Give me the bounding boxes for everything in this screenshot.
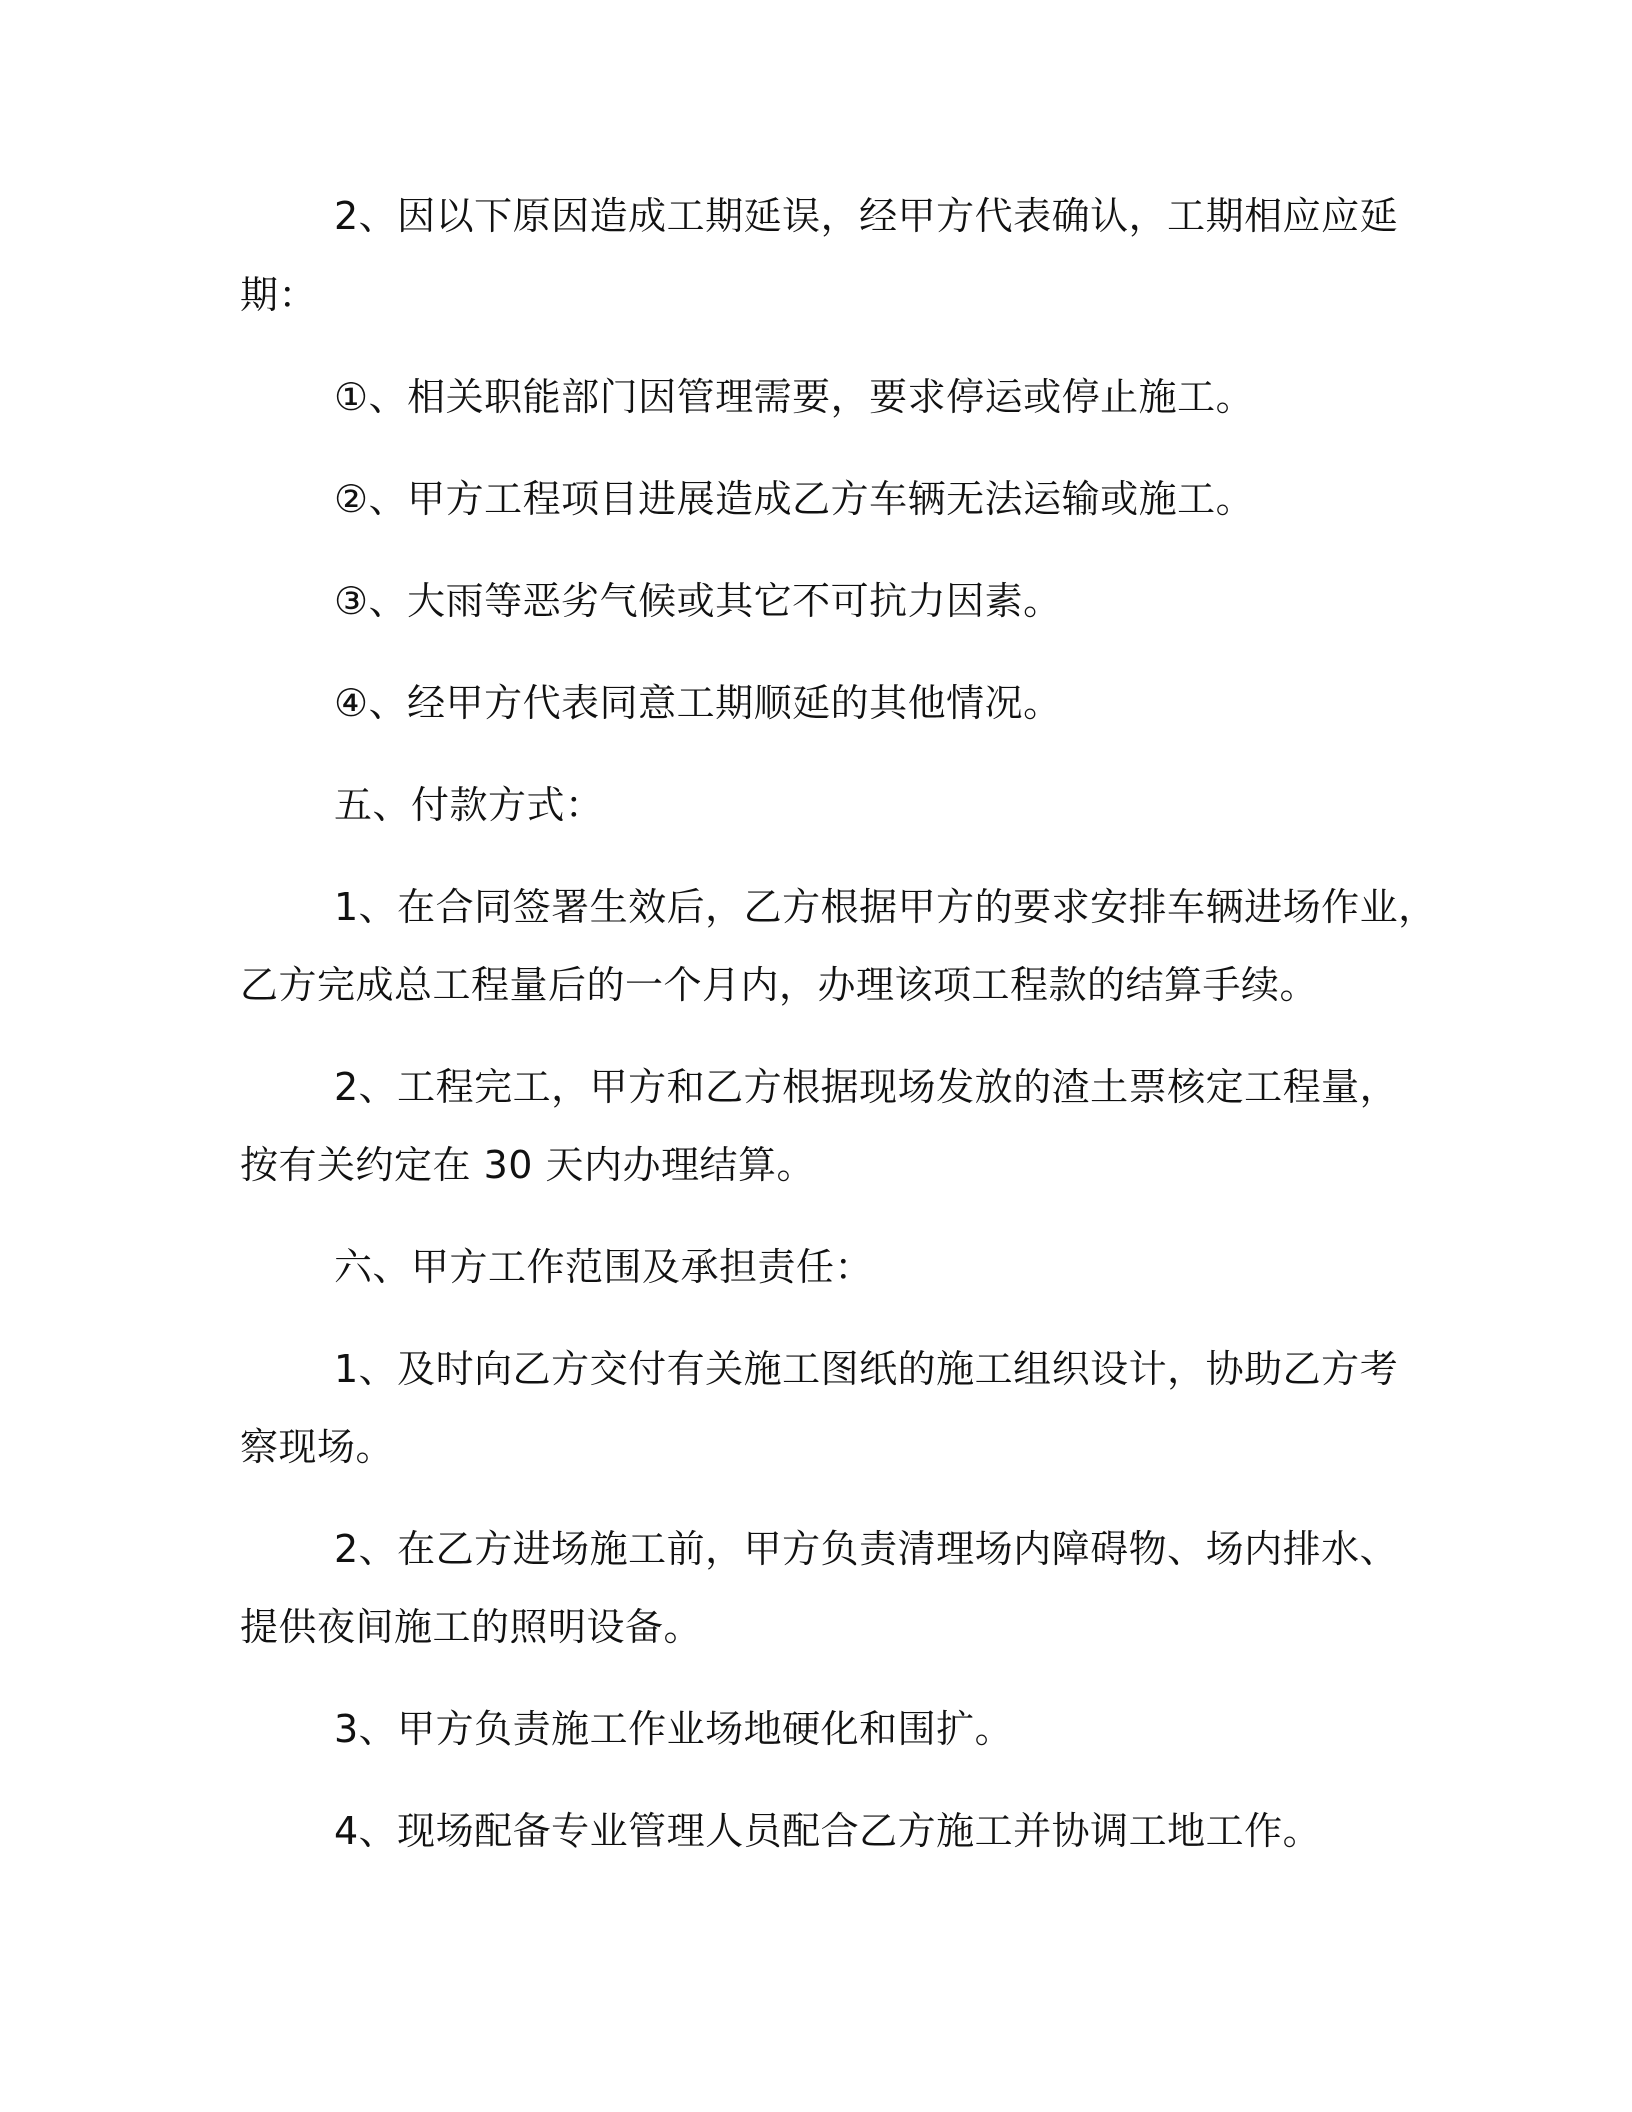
paragraph-line: 期： bbox=[240, 273, 318, 317]
paragraph-line: 3、甲方负责施工作业场地硬化和围扩。 bbox=[334, 1707, 1014, 1751]
paragraph-line: 察现场。 bbox=[240, 1425, 395, 1469]
paragraph-line: 2、工程完工，甲方和乙方根据现场发放的渣土票核定工程量， bbox=[334, 1065, 1399, 1109]
paragraph-line: 2、因以下原因造成工期延误，经甲方代表确认，工期相应应延 bbox=[334, 194, 1399, 238]
paragraph-line: 乙方完成总工程量后的一个月内，办理该项工程款的结算手续。 bbox=[240, 963, 1319, 1007]
paragraph-line: 1、及时向乙方交付有关施工图纸的施工组织设计，协助乙方考 bbox=[334, 1347, 1399, 1391]
paragraph-line: 2、在乙方进场施工前，甲方负责清理场内障碍物、场内排水、 bbox=[334, 1527, 1399, 1571]
paragraph-line: 提供夜间施工的照明设备。 bbox=[240, 1605, 703, 1649]
paragraph-line: ①、相关职能部门因管理需要，要求停运或停止施工。 bbox=[334, 375, 1255, 419]
paragraph-line: 按有关约定在 30 天内办理结算。 bbox=[240, 1143, 816, 1187]
paragraph-line: ②、甲方工程项目进展造成乙方车辆无法运输或施工。 bbox=[334, 477, 1255, 521]
section-heading: 六、甲方工作范围及承担责任： bbox=[334, 1245, 874, 1289]
paragraph-line: ③、大雨等恶劣气候或其它不可抗力因素。 bbox=[334, 579, 1062, 623]
paragraph-line: ④、经甲方代表同意工期顺延的其他情况。 bbox=[334, 681, 1062, 725]
section-heading: 五、付款方式： bbox=[334, 783, 604, 827]
paragraph-line: 1、在合同签署生效后，乙方根据甲方的要求安排车辆进场作业， bbox=[334, 885, 1437, 929]
paragraph-line: 4、现场配备专业管理人员配合乙方施工并协调工地工作。 bbox=[334, 1809, 1322, 1853]
